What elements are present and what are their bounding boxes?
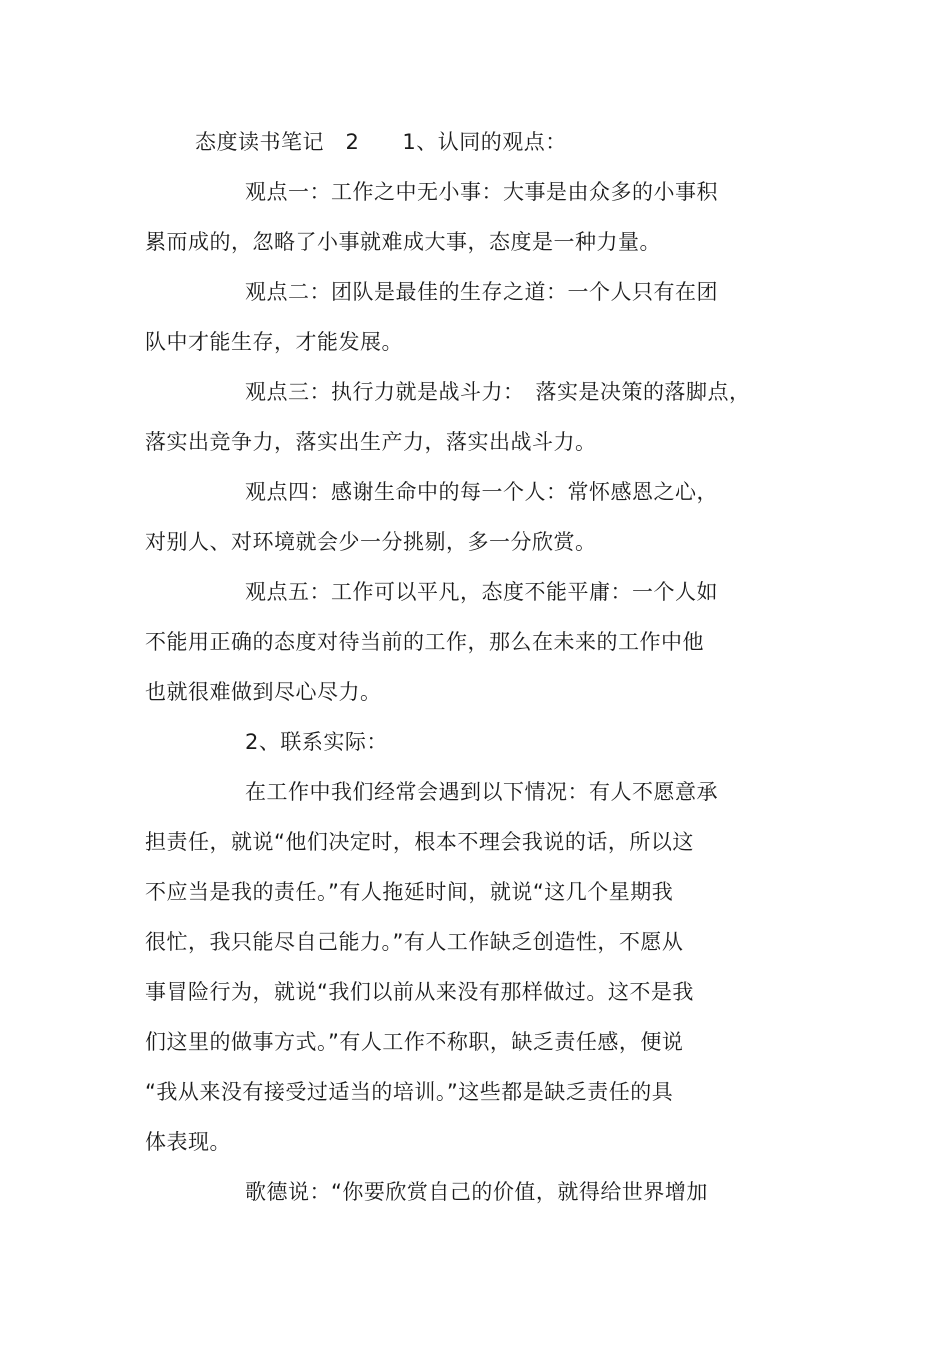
text-line: 观点四：感谢生命中的每一个人：常怀感恩之心， — [245, 480, 718, 504]
text-line: 不应当是我的责任。”有人拖延时间，就说“这几个星期我 — [145, 880, 674, 904]
text-line: 对别人、对环境就会少一分挑剔，多一分欣赏。 — [145, 530, 597, 554]
text-line: 不能用正确的态度对待当前的工作，那么在未来的工作中他 — [145, 630, 704, 654]
text-line: 担责任，就说“他们决定时，根本不理会我说的话，所以这 — [145, 830, 694, 854]
text-line: 很忙，我只能尽自己能力。”有人工作缺乏创造性，不愿从 — [145, 930, 684, 954]
text-line: 们这里的做事方式。”有人工作不称职，缺乏责任感，便说 — [145, 1030, 684, 1054]
text-line: 观点二：团队是最佳的生存之道：一个人只有在团 — [245, 280, 718, 304]
text-line: “我从来没有接受过适当的培训。”这些都是缺乏责任的具 — [145, 1080, 674, 1104]
title-line: 态度读书笔记 2 1、认同的观点： — [195, 130, 567, 154]
text-line: 观点五：工作可以平凡，态度不能平庸：一个人如 — [245, 580, 718, 604]
text-line: 观点一：工作之中无小事：大事是由众多的小事积 — [245, 180, 718, 204]
text-line: 队中才能生存，才能发展。 — [145, 330, 403, 354]
text-line: 落实出竞争力，落实出生产力，落实出战斗力。 — [145, 430, 597, 454]
text-line: 观点三：执行力就是战斗力： 落实是决策的落脚点， — [245, 380, 751, 404]
text-line: 歌德说：“你要欣赏自己的价值，就得给世界增加 — [245, 1180, 708, 1204]
text-line: 也就很难做到尽心尽力。 — [145, 680, 382, 704]
text-line: 累而成的，忽略了小事就难成大事，态度是一种力量。 — [145, 230, 661, 254]
text-line: 事冒险行为，就说“我们以前从来没有那样做过。这不是我 — [145, 980, 694, 1004]
section-heading: 2、联系实际： — [245, 730, 388, 754]
text-line: 体表现。 — [145, 1130, 231, 1154]
text-line: 在工作中我们经常会遇到以下情况：有人不愿意承 — [245, 780, 718, 804]
